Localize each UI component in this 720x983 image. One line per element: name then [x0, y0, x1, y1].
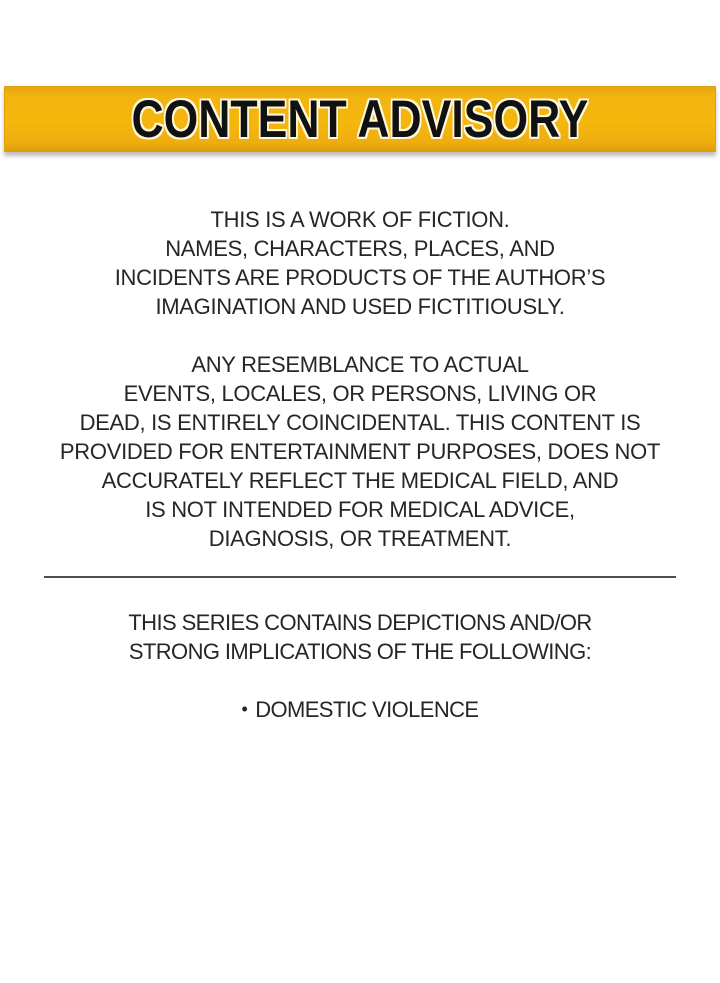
- disclaimer-line: DIAGNOSIS, OR TREATMENT.: [208, 526, 512, 551]
- disclaimer-line: IS NOT INTENDED FOR MEDICAL ADVICE,: [145, 497, 575, 522]
- section-divider: [44, 576, 676, 578]
- disclaimer-line: ANY RESEMBLANCE TO ACTUAL: [191, 352, 529, 377]
- disclaimer-line: EVENTS, LOCALES, OR PERSONS, LIVING OR: [123, 381, 597, 406]
- disclaimer-line: IMAGINATION AND USED FICTITIOUSLY.: [155, 294, 565, 319]
- warning-label: DOMESTIC VIOLENCE: [255, 697, 479, 722]
- warnings-intro-line: STRONG IMPLICATIONS OF THE FOLLOWING:: [128, 639, 592, 664]
- warnings-intro-line: THIS SERIES CONTAINS DEPICTIONS AND/OR: [128, 610, 592, 635]
- disclaimer-line: INCIDENTS ARE PRODUCTS OF THE AUTHOR’S: [114, 265, 606, 290]
- advisory-banner: [4, 86, 716, 152]
- disclaimer-paragraph-1: [0, 205, 720, 321]
- banner-title: CONTENT ADVISORY: [131, 89, 589, 149]
- warning-list-item: [0, 695, 720, 724]
- disclaimer-paragraph-2: [0, 350, 720, 553]
- disclaimer-line: NAMES, CHARACTERS, PLACES, AND: [165, 236, 555, 261]
- disclaimer-line: DEAD, IS ENTIRELY COINCIDENTAL. THIS CONTENT IS: [79, 410, 641, 435]
- disclaimer-line: THIS IS A WORK OF FICTION.: [210, 207, 510, 232]
- warnings-intro: [0, 608, 720, 666]
- bullet-icon: •: [241, 699, 248, 719]
- warning-list: [0, 695, 720, 724]
- disclaimer-line: ACCURATELY REFLECT THE MEDICAL FIELD, AND: [101, 468, 619, 493]
- disclaimer-line: PROVIDED FOR ENTERTAINMENT PURPOSES, DOES NOT: [59, 439, 661, 464]
